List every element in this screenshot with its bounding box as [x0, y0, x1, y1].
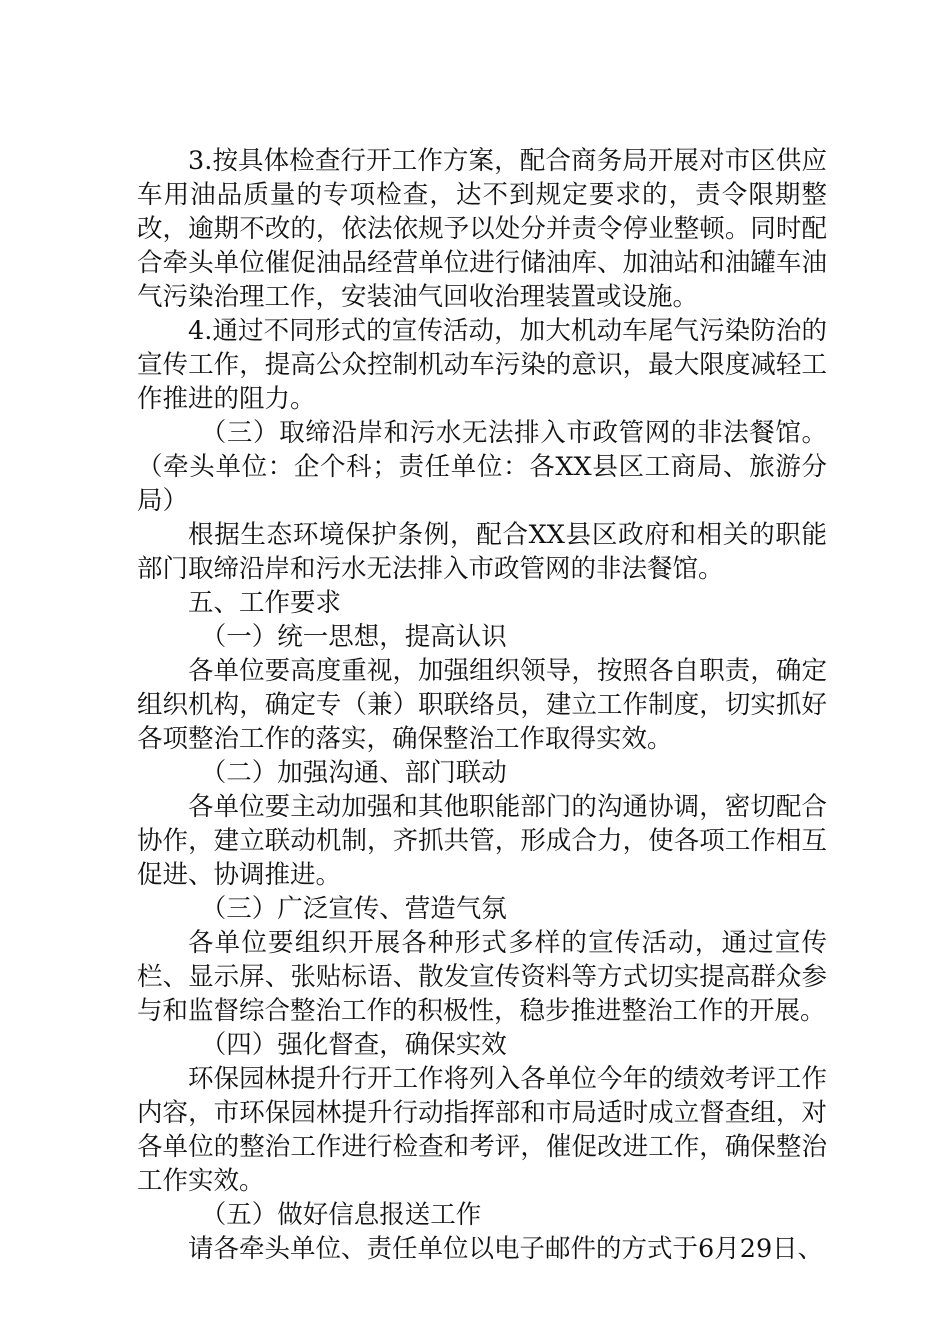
paragraph-requirement-2: 各单位要主动加强和其他职能部门的沟通协调，密切配合协作，建立联动机制，齐抓共管，形成合力，使各项工作相互促进、协调推进。 [137, 792, 827, 890]
subheading-requirement-5: （五）做好信息报送工作 [200, 1200, 482, 1230]
paragraph-item-3: 3.按具体检查行开工作方案，配合商务局开展对市区供应车用油品质量的专项检查，达不到规定要求的，责令限期整改，逾期不改的，依法依规予以处分并责令停业整顿。同时配合牵头单位催促油品经营单位进行储油库、加油站和油罐车油气污染治理工作，安装油气回收治理装置或设施。 [137, 146, 827, 312]
paragraph-requirement-3: 各单位要组织开展各种形式多样的宣传活动，通过宣传栏、显示屏、张贴标语、散发宣传资料等方式切实提高群众参与和监督综合整治工作的积极性，稳步推进整治工作的开展。 [137, 928, 827, 1026]
paragraph-requirement-5: 请各牵头单位、责任单位以电子邮件的方式于6月29日、 [188, 1234, 824, 1264]
subheading-requirement-3: （三）广泛宣传、营造气氛 [200, 894, 507, 924]
paragraph-requirement-4: 环保园林提升行开工作将列入各单位今年的绩效考评工作内容，市环保园林提升行动指挥部和市局适时成立督查组，对各单位的整治工作进行检查和考评，催促改进工作，确保整治工作实效。 [137, 1064, 827, 1196]
paragraph-section-3-body: 根据生态环境保护条例，配合XX县区政府和相关的职能部门取缔沿岸和污水无法排入市政管网的非法餐馆。 [137, 520, 827, 584]
subheading-requirement-4: （四）强化督查，确保实效 [200, 1030, 507, 1060]
subheading-requirement-1: （一）统一思想，提高认识 [200, 622, 507, 652]
section-heading-3: （三）取缔沿岸和污水无法排入市政管网的非法餐馆。（牵头单位：企个科；责任单位：各XX县区工商局、旅游分局） [137, 418, 827, 516]
subheading-requirement-2: （二）加强沟通、部门联动 [200, 758, 507, 788]
heading-work-requirements: 五、工作要求 [188, 588, 342, 618]
paragraph-item-4: 4.通过不同形式的宣传活动，加大机动车尾气污染防治的宣传工作，提高公众控制机动车污染的意识，最大限度减轻工作推进的阻力。 [137, 316, 827, 414]
document-body [137, 144, 827, 1266]
paragraph-requirement-1: 各单位要高度重视，加强组织领导，按照各自职责，确定组织机构，确定专（兼）职联络员，建立工作制度，切实抓好各项整治工作的落实，确保整治工作取得实效。 [137, 656, 827, 754]
